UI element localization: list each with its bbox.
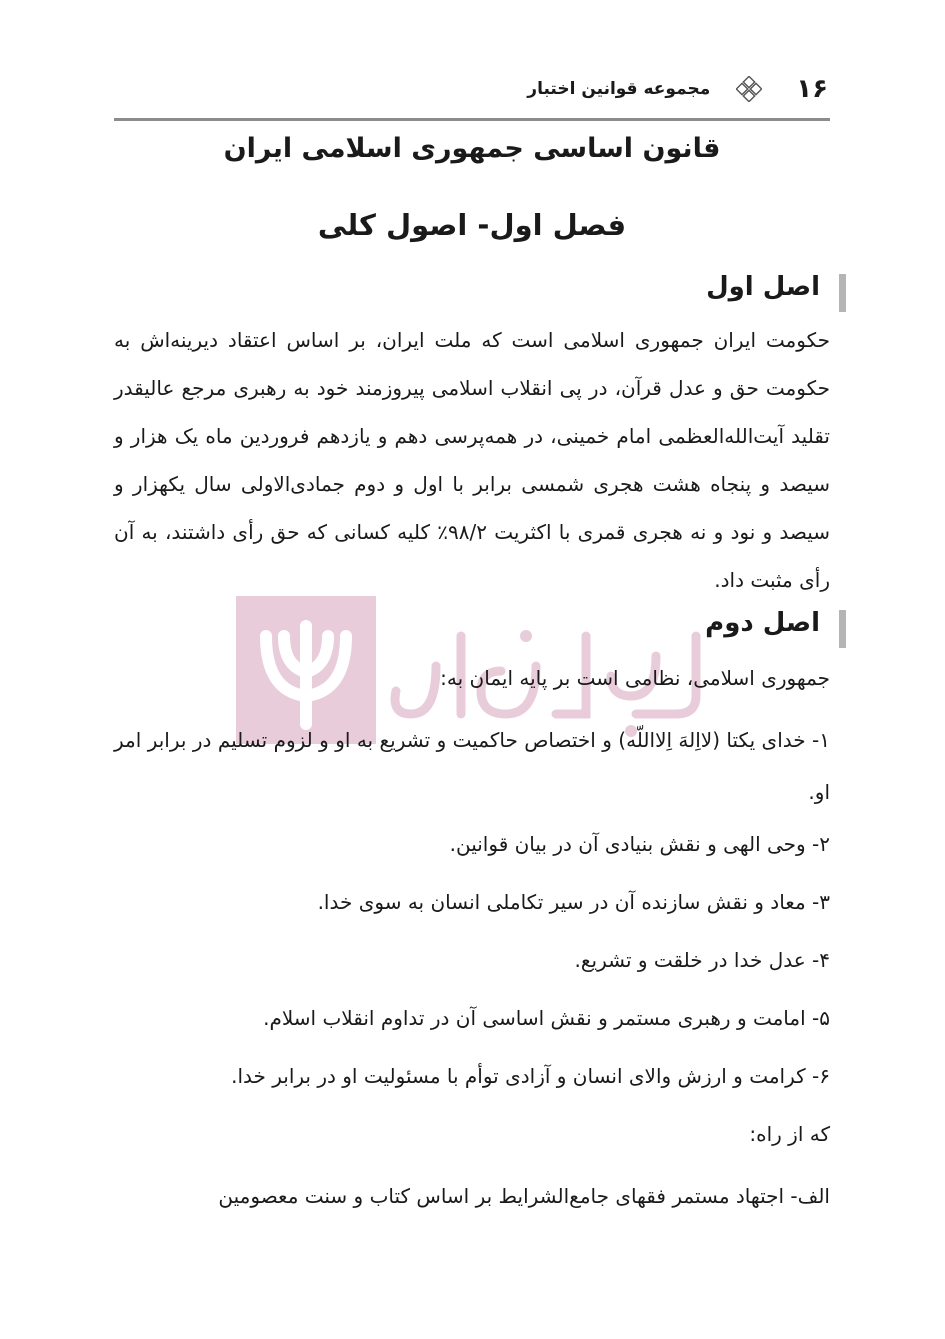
article-1-text: حکومت ایران جمهوری اسلامی است که ملت ایران، بر اساس اعتقاد دیرینه‌اش به حکومت حق و عدل قرآن، در پی انقلاب اسلامی پیروزمند خود به رهبری مرجع عالیقدر تقلید آیت‌الله‌العظمی امام خمینی، در همه‌پرسی دهم و یازدهم فروردین ماه یک هزار و سیصد و پنجاه هشت هجری شمسی برابر با اول و دوم جمادی‌الاولی سال یکهزار و سیصد و نود و نه هجری قمری با اکثریت ۹۸/۲٪ کلیه کسانی که حق رأی داشتند، به آن رأی مثبت داد. xyxy=(114,328,830,592)
article-2-intro: جمهوری اسلامی، نظامی است بر پایه ایمان به: xyxy=(440,666,830,690)
heading-marker xyxy=(839,274,846,312)
article-2-item-3: ۳- معاد و نقش سازنده آن در سیر تکاملی انسان به سوی خدا. xyxy=(317,890,830,914)
article-1-heading-text: اصل اول xyxy=(706,272,820,302)
chapter-title: فصل اول- اصول کلی xyxy=(317,208,627,242)
article-1-heading xyxy=(114,272,846,302)
article-2-heading-text: اصل دوم xyxy=(705,608,820,638)
page-number: ۱۶ xyxy=(796,74,828,104)
page-header xyxy=(114,68,830,110)
article-2-item-5: ۵- امامت و رهبری مستمر و نقش اساسی آن در تداوم انقلاب اسلام. xyxy=(263,1006,830,1030)
article-2-connector: که از راه: xyxy=(749,1122,830,1146)
article-2-item-4: ۴- عدل خدا در خلقت و تشریع. xyxy=(574,948,830,972)
heading-marker xyxy=(839,610,846,648)
book-title: مجموعه قوانین اختبار xyxy=(527,79,711,99)
article-2-sub-item-a: الف- اجتهاد مستمر فقهای جامع‌الشرایط بر اساس کتاب و سنت معصومین xyxy=(218,1184,830,1208)
article-2-item-6: ۶- کرامت و ارزش والای انسان و آزادی توأم با مسئولیت او در برابر خدا. xyxy=(231,1064,830,1088)
article-2-item-1: ۱- خدای یکتا (لااِلهَ اِلااللّه) و اختصاص حاکمیت و تشریع به او و لزوم تسلیم در برابر امر او. xyxy=(114,728,830,804)
header-divider xyxy=(114,118,830,121)
article-2-item-2: ۲- وحی الهی و نقش بنیادی آن در بیان قوانین. xyxy=(449,832,830,856)
document-title: قانون اساسی جمهوری اسلامی ایران xyxy=(223,133,721,164)
article-2-heading xyxy=(114,608,846,638)
diamond-ornament-icon xyxy=(736,76,762,102)
